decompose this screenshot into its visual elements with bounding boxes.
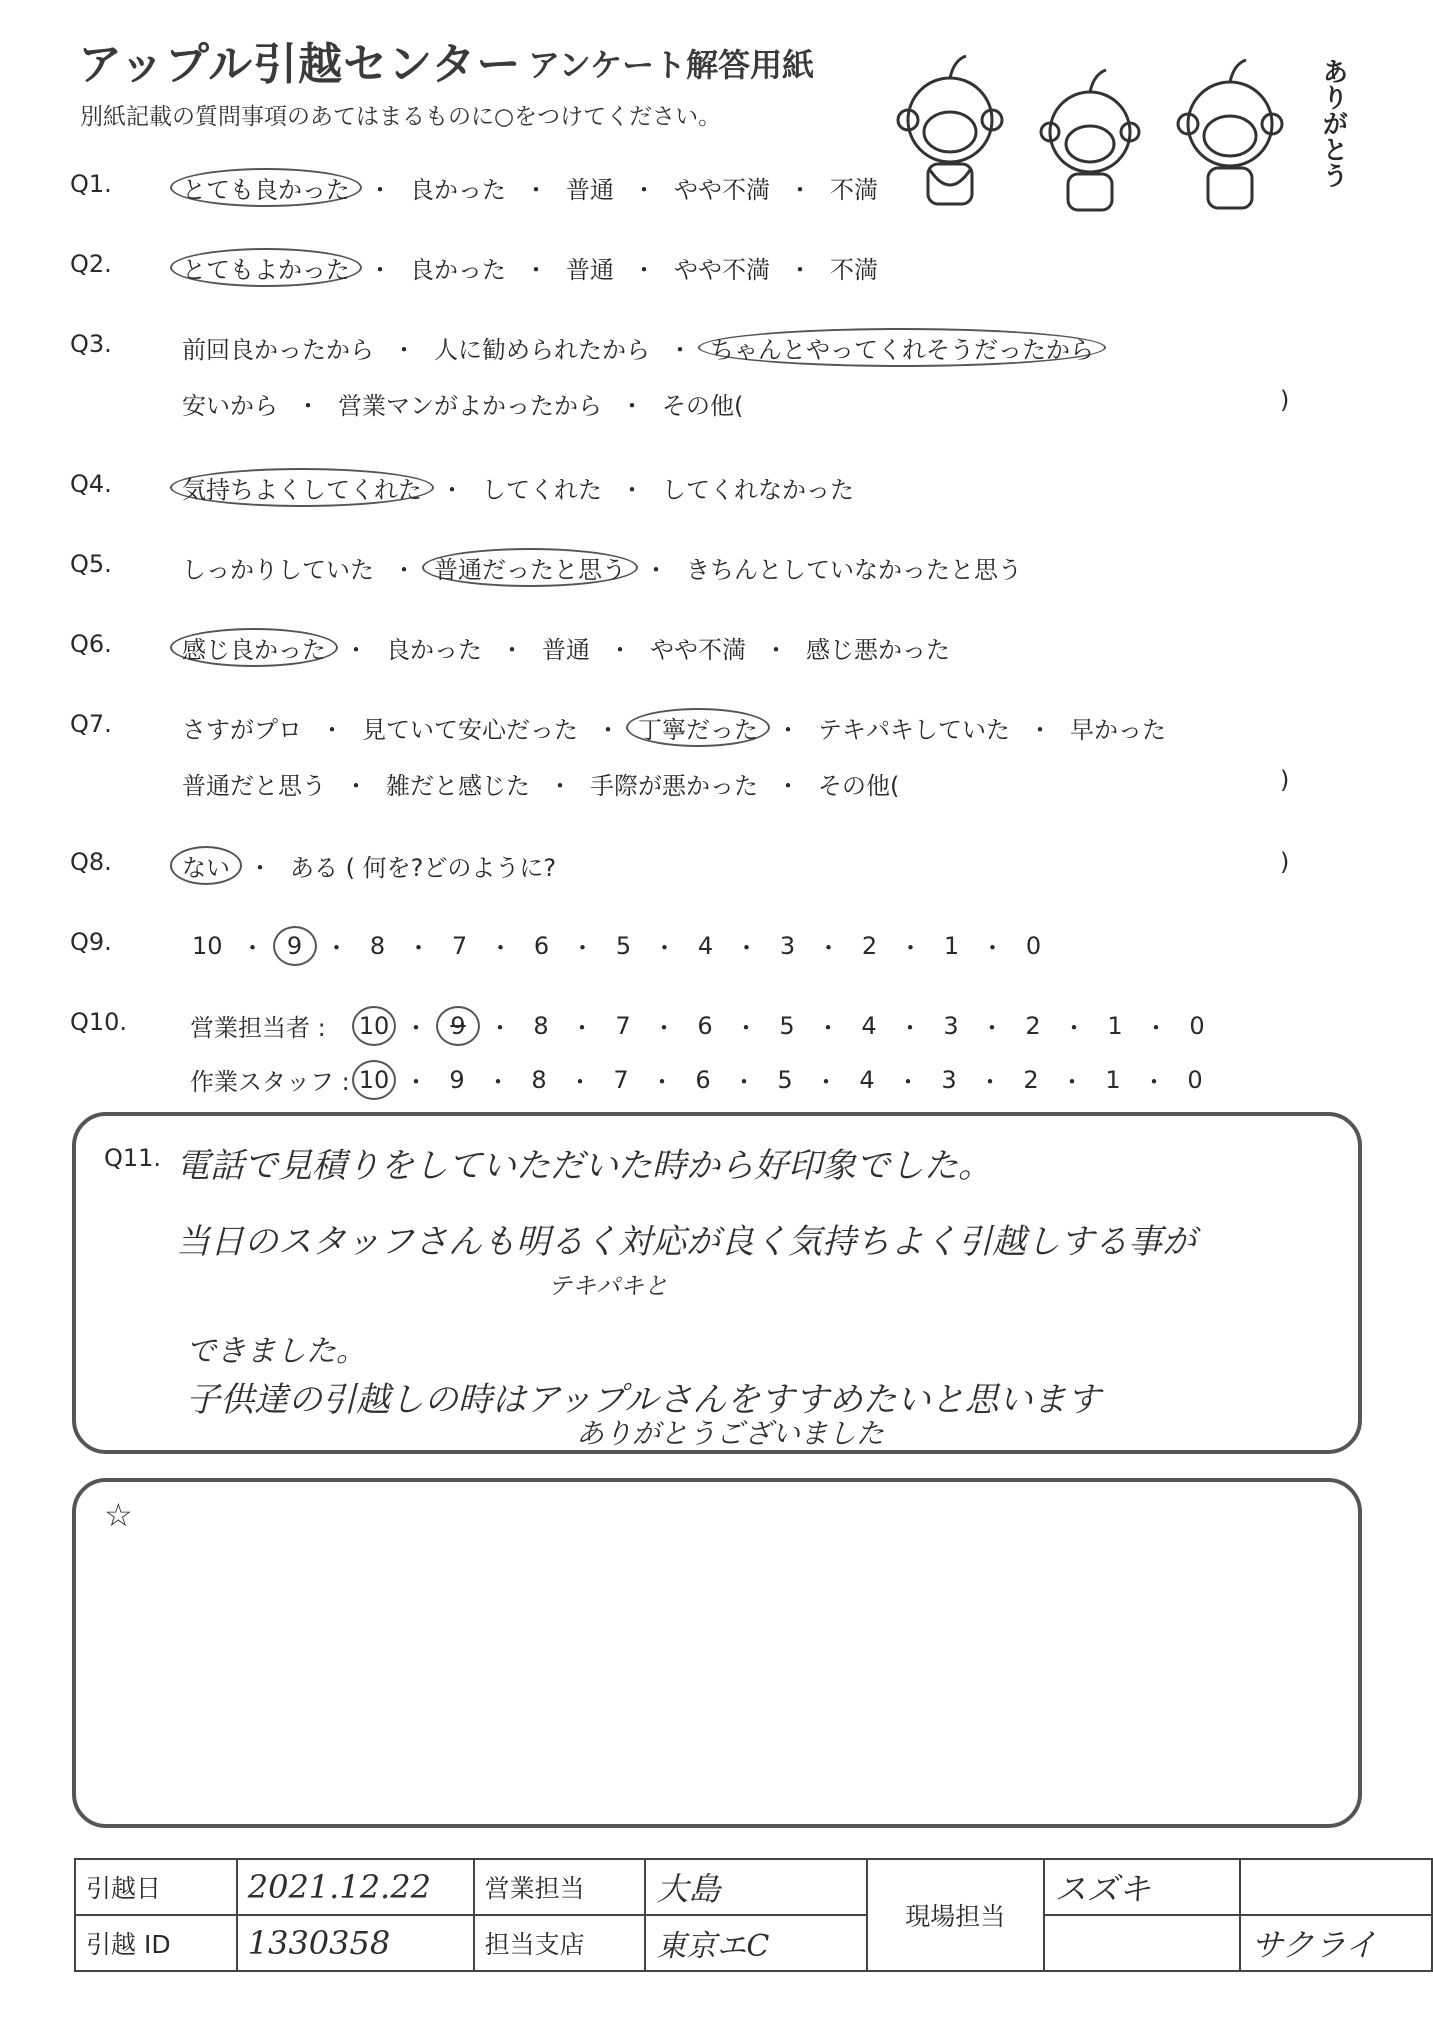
score-option[interactable]: 6 bbox=[533, 931, 550, 960]
site-staff-blank bbox=[1044, 1915, 1241, 1971]
score-option[interactable]: 1 bbox=[1105, 1065, 1121, 1094]
mascot-left bbox=[898, 56, 1002, 204]
score-option[interactable]: 9 bbox=[449, 1065, 465, 1094]
option[interactable]: 見ていて安心だった bbox=[362, 716, 578, 744]
score-option[interactable]: 10 bbox=[192, 931, 223, 960]
comment-line: ありがとうございました bbox=[576, 1417, 885, 1450]
brand-name: アップル引越センター bbox=[78, 39, 522, 90]
score-option[interactable]: 0 bbox=[1189, 1011, 1205, 1040]
move-date-label: 引越日 bbox=[75, 1859, 237, 1915]
score-option[interactable]: 5 bbox=[777, 1065, 793, 1094]
option-selected[interactable]: とてもよかった bbox=[170, 248, 362, 287]
option[interactable]: 良かった bbox=[410, 256, 506, 284]
option-selected[interactable]: 丁寧だった bbox=[626, 708, 770, 747]
option[interactable]: 前回良かったから bbox=[182, 336, 374, 364]
option[interactable]: 普通 bbox=[566, 256, 614, 284]
option[interactable]: 人に勧められたから bbox=[434, 336, 650, 364]
sub-label: 作業スタッフ : bbox=[190, 1068, 350, 1096]
branch-label: 担当支店 bbox=[474, 1915, 646, 1971]
comment-line: できました。 bbox=[186, 1334, 366, 1369]
option-selected[interactable]: 普通だったと思う bbox=[422, 548, 638, 587]
site-staff-blank bbox=[1240, 1859, 1432, 1915]
move-date-value: 2021.12.22 bbox=[237, 1859, 474, 1915]
option[interactable]: ある ( 何を?どのように? bbox=[290, 854, 557, 882]
question-label: Q5. bbox=[70, 550, 112, 578]
score-option[interactable]: 7 bbox=[451, 931, 468, 960]
option[interactable]: 早かった bbox=[1070, 716, 1166, 744]
score-option[interactable]: 4 bbox=[859, 1065, 875, 1094]
score-option-selected[interactable]: 10 bbox=[352, 1060, 396, 1100]
comment-line: 子供達の引越しの時はアップルさんをすすめたいと思います bbox=[186, 1380, 1101, 1420]
notes-box[interactable] bbox=[72, 1478, 1362, 1828]
document-title: アンケート解答用紙 bbox=[528, 46, 815, 84]
question-label: Q6. bbox=[70, 630, 112, 658]
mascot-middle bbox=[1041, 70, 1139, 210]
option[interactable]: してくれなかった bbox=[662, 476, 854, 504]
score-option[interactable]: 4 bbox=[861, 1011, 877, 1040]
score-option[interactable]: 2 bbox=[1023, 1065, 1039, 1094]
option[interactable]: 普通 bbox=[542, 636, 590, 664]
site-staff-value: スズキ bbox=[1044, 1859, 1241, 1915]
score-option[interactable]: 2 bbox=[1025, 1011, 1041, 1040]
score-option[interactable]: 2 bbox=[861, 931, 878, 960]
branch-value: 東京エC bbox=[645, 1915, 867, 1971]
score-option[interactable]: 3 bbox=[779, 931, 796, 960]
option-selected[interactable]: 感じ良かった bbox=[170, 628, 338, 667]
option[interactable]: テキパキしていた bbox=[818, 716, 1010, 744]
option[interactable]: しっかりしていた bbox=[182, 556, 374, 584]
question-label: Q10. bbox=[70, 1008, 128, 1036]
option[interactable]: 安いから bbox=[182, 392, 278, 420]
option-other[interactable]: その他( bbox=[662, 392, 744, 420]
comment-line: 電話で見積りをしていただいた時から好印象でした。 bbox=[176, 1146, 992, 1186]
instruction-text: 別紙記載の質問事項のあてはまるものに○をつけてください。 bbox=[80, 104, 722, 130]
question-label: Q2. bbox=[70, 250, 112, 278]
question-label: Q7. bbox=[70, 710, 112, 738]
option[interactable]: 良かった bbox=[386, 636, 482, 664]
score-option[interactable]: 6 bbox=[695, 1065, 711, 1094]
score-option[interactable]: 1 bbox=[1107, 1011, 1123, 1040]
score-option-crossed[interactable]: 9 bbox=[436, 1006, 480, 1046]
score-option[interactable]: 3 bbox=[943, 1011, 959, 1040]
sales-person-value: 大島 bbox=[645, 1859, 867, 1915]
option-selected[interactable]: 気持ちよくしてくれた bbox=[170, 468, 434, 507]
score-option-selected[interactable]: 10 bbox=[352, 1006, 396, 1046]
score-option[interactable]: 0 bbox=[1025, 931, 1042, 960]
option[interactable]: 普通だと思う bbox=[182, 772, 326, 800]
site-staff-value: サクライ bbox=[1240, 1915, 1432, 1971]
score-option-selected[interactable]: 9 bbox=[273, 926, 317, 966]
q11-comment-box[interactable] bbox=[72, 1112, 1362, 1454]
score-option[interactable]: 5 bbox=[779, 1011, 795, 1040]
score-option[interactable]: 8 bbox=[533, 1011, 549, 1040]
option[interactable]: してくれた bbox=[482, 476, 602, 504]
mascot-right bbox=[1178, 60, 1282, 208]
site-staff-label: 現場担当 bbox=[867, 1859, 1044, 1971]
mascot-illustration bbox=[880, 40, 1380, 220]
score-option[interactable]: 6 bbox=[697, 1011, 713, 1040]
question-label: Q4. bbox=[70, 470, 112, 498]
move-id-label: 引越 ID bbox=[75, 1915, 237, 1971]
score-option[interactable]: 0 bbox=[1187, 1065, 1203, 1094]
score-option[interactable]: 8 bbox=[531, 1065, 547, 1094]
comment-line: 当日のスタッフさんも明るく対応が良く気持ちよく引越しする事が bbox=[176, 1222, 1196, 1262]
option[interactable]: 普通 bbox=[566, 176, 614, 204]
thanks-text: ありがとう bbox=[1318, 58, 1348, 188]
option[interactable]: 感じ悪かった bbox=[806, 636, 950, 664]
option-selected[interactable]: ない bbox=[170, 846, 242, 885]
move-id-value: 1330358 bbox=[237, 1915, 474, 1971]
option[interactable]: 雑だと感じた bbox=[386, 772, 530, 800]
option-other[interactable]: その他( bbox=[818, 772, 900, 800]
option-selected[interactable]: ちゃんとやってくれそうだったから bbox=[698, 328, 1106, 367]
option[interactable]: やや不満 bbox=[674, 256, 770, 284]
option[interactable]: さすがプロ bbox=[182, 716, 302, 744]
score-option[interactable]: 7 bbox=[613, 1065, 629, 1094]
score-option[interactable]: 1 bbox=[943, 931, 960, 960]
comment-insertion: テキパキと bbox=[548, 1272, 668, 1300]
sub-label: 営業担当者 : bbox=[190, 1014, 326, 1042]
option[interactable]: やや不満 bbox=[674, 176, 770, 204]
question-label: Q8. bbox=[70, 848, 112, 876]
star-icon: ☆ bbox=[104, 1496, 133, 1534]
score-option[interactable]: 7 bbox=[615, 1011, 631, 1040]
sales-label: 営業担当 bbox=[474, 1859, 646, 1915]
paren-close: ) bbox=[1280, 848, 1290, 876]
score-option[interactable]: 5 bbox=[615, 931, 632, 960]
option[interactable]: 手際が悪かった bbox=[590, 772, 758, 800]
score-option[interactable]: 4 bbox=[697, 931, 714, 960]
paren-close: ) bbox=[1280, 766, 1290, 794]
paren-close: ) bbox=[1280, 386, 1290, 414]
question-label: Q1. bbox=[70, 170, 112, 198]
option[interactable]: 不満 bbox=[830, 256, 878, 284]
question-label: Q3. bbox=[70, 330, 112, 358]
option[interactable]: きちんとしていなかったと思う bbox=[686, 556, 1022, 584]
option-selected[interactable]: とても良かった bbox=[170, 168, 362, 207]
score-option[interactable]: 8 bbox=[369, 931, 386, 960]
question-label: Q9. bbox=[70, 928, 112, 956]
option[interactable]: 不満 bbox=[830, 176, 878, 204]
question-label: Q11. bbox=[104, 1144, 162, 1172]
footer-table bbox=[74, 1858, 1433, 1972]
score-option[interactable]: 3 bbox=[941, 1065, 957, 1094]
option[interactable]: やや不満 bbox=[650, 636, 746, 664]
option[interactable]: 営業マンがよかったから bbox=[338, 392, 602, 420]
option[interactable]: 良かった bbox=[410, 176, 506, 204]
